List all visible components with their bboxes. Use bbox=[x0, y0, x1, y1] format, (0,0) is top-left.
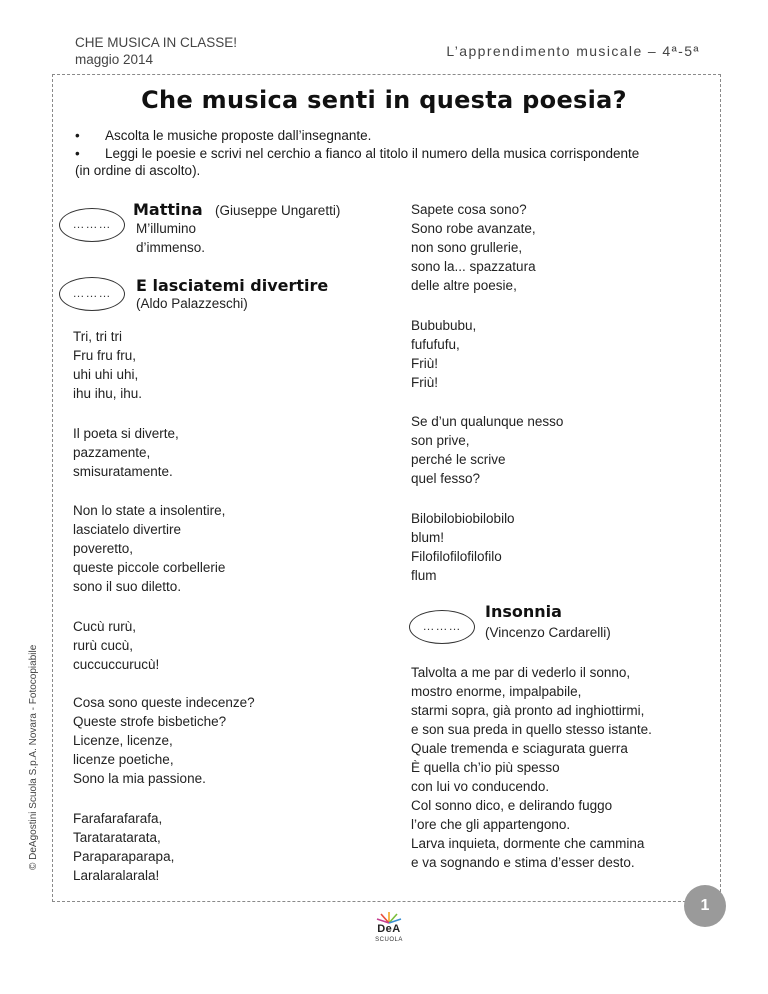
answer-ellipse-insonnia[interactable]: ……… bbox=[409, 610, 475, 644]
instruction-1 bbox=[75, 127, 655, 145]
issue-date: maggio 2014 bbox=[75, 52, 154, 67]
bullet: • bbox=[75, 145, 80, 161]
stanza: Bubububu, fufufufu, Friù! Friù! bbox=[411, 318, 477, 390]
stanza: Bilobilobiobilobilo blum! Filofilofilofilofilo flum bbox=[411, 511, 515, 583]
logo-brand: DeA bbox=[377, 923, 401, 935]
poem-text-mattina: M’illumino d’immenso. bbox=[136, 221, 206, 255]
logo-rays-icon bbox=[375, 910, 403, 924]
instructions bbox=[75, 127, 655, 180]
stanza: Sapete cosa sono? Sono robe avanzate, non sono grullerie, sono la... spazzatura delle altre poesie, bbox=[411, 202, 536, 293]
dea-scuola-logo bbox=[369, 910, 409, 950]
stanza: Cucù rurù, rurù cucù, cuccuccurucù! bbox=[73, 619, 160, 672]
poem-author-lasciatemi: (Aldo Palazzeschi) bbox=[136, 296, 248, 311]
poem-title-mattina: Mattina bbox=[133, 200, 203, 219]
stanza: Cosa sono queste indecenze? Queste strofe bisbetiche? Licenze, licenze, licenze poetiche, Sono la mia passione. bbox=[73, 695, 255, 786]
bullet: • bbox=[75, 128, 80, 143]
copyright-side-text: © DeAgostini Scuola S.p.A. Novara - Fotocopiabile bbox=[28, 644, 39, 870]
poem-title-insonnia: Insonnia bbox=[485, 602, 562, 621]
instruction-text: Ascolta le musiche proposte dall’insegnante. bbox=[105, 128, 372, 143]
stanza: Se d’un qualunque nesso son prive, perché le scrive quel fesso? bbox=[411, 414, 564, 486]
stanza: Farafarafarafa, Tarataratarata, Paraparaparapa, Laralaralarala! bbox=[73, 811, 175, 883]
answer-ellipse-lasciatemi[interactable]: ……… bbox=[59, 277, 125, 311]
poem-author-insonnia: (Vincenzo Cardarelli) bbox=[485, 625, 611, 640]
instruction-text: Leggi le poesie e scrivi nel cerchio a fianco al titolo il numero della musica corrispondente (in ordine di ascolto). bbox=[75, 145, 640, 178]
header-subject: L’apprendimento musicale – 4ª-5ª bbox=[446, 43, 700, 59]
stanza: Il poeta si diverte, pazzamente, smisuratamente. bbox=[73, 426, 179, 479]
page-number-badge: 1 bbox=[684, 885, 726, 927]
instruction-2 bbox=[75, 145, 655, 180]
header-left bbox=[75, 34, 237, 68]
poem-title-lasciatemi: E lasciatemi divertire bbox=[136, 276, 329, 295]
poem-text-insonnia: Talvolta a me par di vederlo il sonno, mostro enorme, impalpabile, starmi sopra, già pronto ad inghiottirmi, e son sua preda in quello stesso istante. Quale tremenda e sciagurata guerra È quella ch’io più spesso con lui vo conducendo. Col sonno dico, e delirando fuggo l’ore che gli appartengono. Larva inquieta, dormente che cammina e va sognando e stima d’esser desto. bbox=[411, 665, 652, 870]
magazine-name: CHE MUSICA IN CLASSE! bbox=[75, 35, 238, 50]
stanza: Tri, tri tri Fru fru fru, uhi uhi uhi, ihu ihu, ihu. bbox=[73, 329, 143, 401]
stanza: Non lo state a insolentire, lasciatelo divertire poveretto, queste piccole corbellerie sono il suo diletto. bbox=[73, 503, 226, 594]
answer-ellipse-mattina[interactable]: ……… bbox=[59, 208, 125, 242]
logo-sub: SCUOLA bbox=[375, 937, 403, 943]
poem-author-mattina: (Giuseppe Ungaretti) bbox=[215, 203, 341, 218]
page-title: Che musica senti in questa poesia? bbox=[141, 86, 627, 114]
